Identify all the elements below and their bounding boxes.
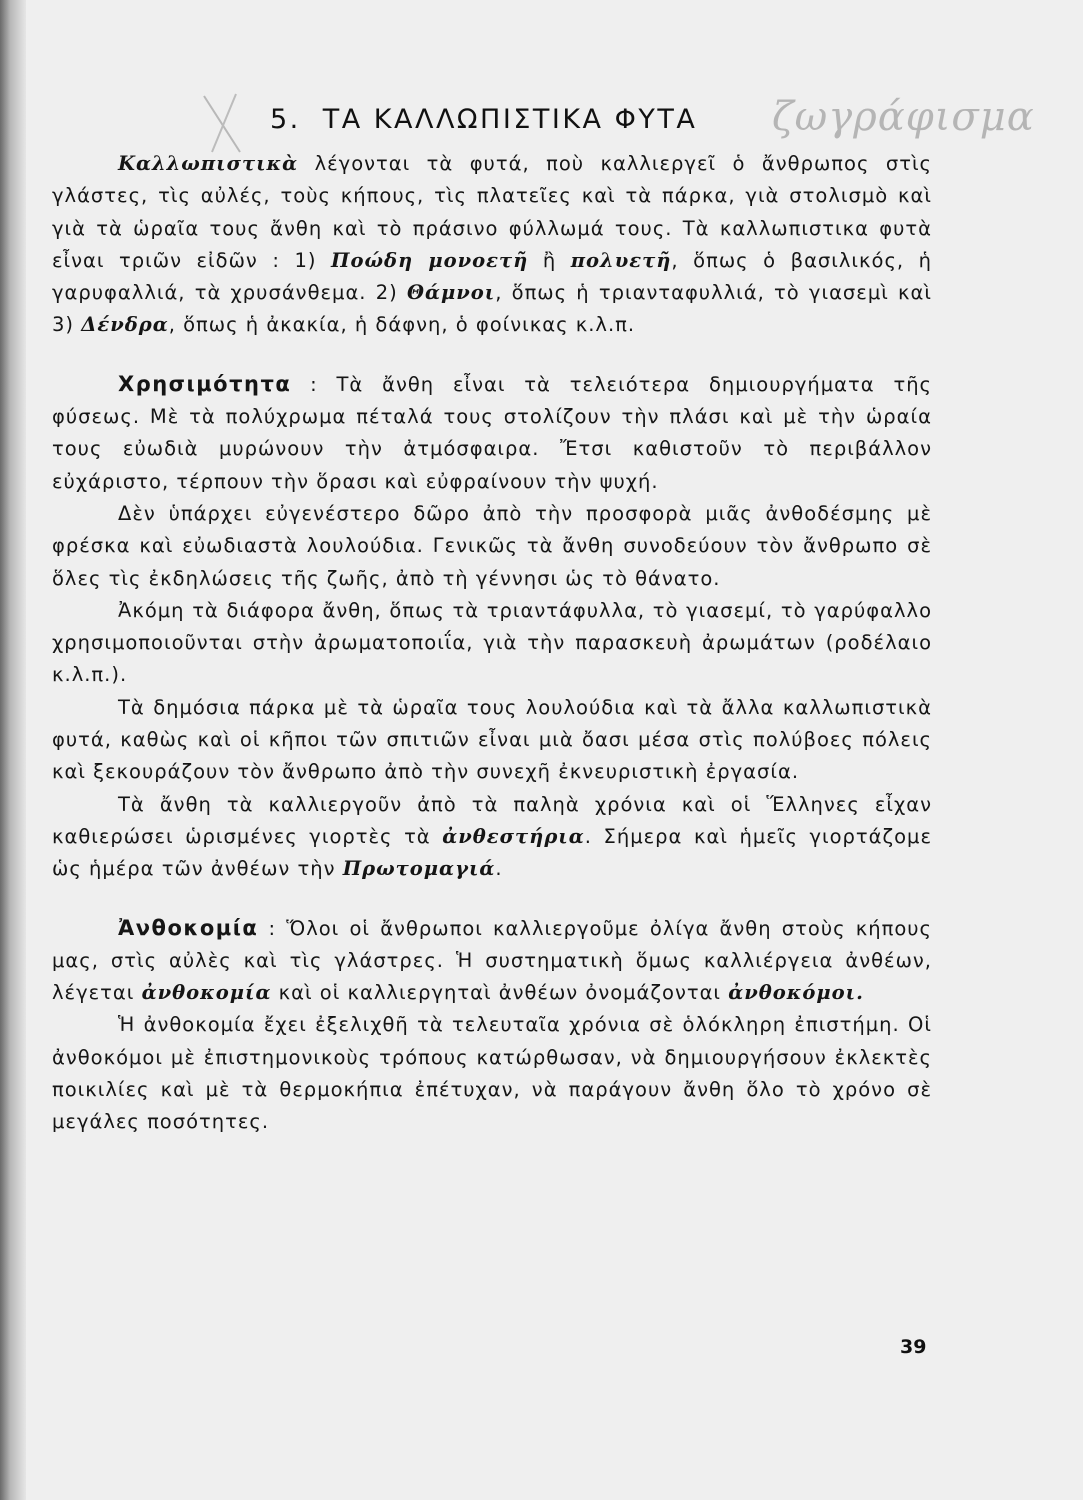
floriculture-paragraph-2: Ἡ ἀνθοκομία ἔχει ἐξελιχθῆ τὰ τελευταῖα χρόνια σὲ ὁλόκληρη ἐπιστήμη. Οἱ ἀνθοκόμοι μὲ ἐπιστημονικοὺς τρόπους κατώρθωσαν, νὰ δημιουργήσουν ἐκλεκτὲς ποικιλίες καὶ μὲ τὰ θερμοκήπια ἐπέτυχαν, νὰ παράγουν ἄνθη ὅλο τὸ χρόνο σὲ μεγάλες ποσότητες.: [52, 1013, 932, 1134]
plant-type-1b: πολυετῆ: [570, 248, 672, 272]
floriculture-heading: Ἀνθοκομία: [118, 915, 259, 940]
page-number: 39: [900, 1336, 927, 1358]
plant-type-3: Δένδρα: [81, 313, 169, 337]
protomagia-term: Πρωτομαγιά: [342, 857, 496, 881]
plant-type-1: Ποώδη μονοετῆ: [331, 248, 529, 272]
intro-paragraph: Καλλωπιστικὰ λέγονται τὰ φυτά, ποὺ καλλιεργεῖ ὁ ἄνθρωπος στὶς γλάστες, τὶς αὐλές, τοὺς κήπους, τὶς πλατεῖες καὶ τὰ πάρκα, γιὰ στολισμὸ καὶ γιὰ τὰ ὡραῖα τους ἄνθη καὶ τὸ πράσινο φύλλωμά τους. Τὰ καλλωπιστικα φυτὰ εἶναι τριῶν εἰδῶν : 1) Ποώδη μονοετῆ ἢ πολυετῆ, ὅπως ὁ βασιλικός, ἡ γαρυφαλλιά, τὰ χρυσάνθεμα. 2) Θάμνοι, ὅπως ἡ τριανταφυλλιά, τὸ γιασεμὶ καὶ 3) Δένδρα, ὅπως ἡ ἀκακία, ἡ δάφνη, ὁ φοίνικας κ.λ.π.: [52, 152, 932, 337]
floriculture-term: ἀνθοκομία: [141, 981, 272, 1005]
usefulness-paragraph-4: Τὰ δημόσια πάρκα μὲ τὰ ὡραῖα τους λουλούδια καὶ τὰ ἄλλα καλλωπιστικὰ φυτά, καθὼς καὶ οἱ κῆποι τῶν σπιτιῶν εἶναι μιὰ ὄασι μέσα στὶς πολύβοες πόλεις καὶ ξεκουράζουν τὸν ἄνθρωπο ἀπὸ τὴν συνεχῆ ἐκνευριστικὴ ἐργασία.: [52, 695, 932, 784]
page-body: [52, 148, 932, 1139]
plant-type-2: Θάμνοι: [406, 281, 496, 305]
floriculture-paragraph: Ἀνθοκομία : Ὅλοι οἱ ἄνθρωποι καλλιεργοῦμε ὀλίγα ἄνθη στοὺς κήπους μας, στὶς αὐλὲς καὶ τὶς γλάστρες. Ἡ συστηματικὴ ὅμως καλλιέργεια ἀνθέων, λέγεται ἀνθοκομία καὶ οἱ καλλιεργηταὶ ἀνθέων ὀνομάζονται ἀνθοκόμοι.: [52, 915, 932, 1005]
usefulness-paragraph-2: Δὲν ὑπάρχει εὐγενέστερο δῶρο ἀπὸ τὴν προσφορὰ μιᾶς ἀνθοδέσμης μὲ φρέσκα καὶ εὐωδιαστὰ λουλούδια. Γενικῶς τὰ ἄνθη συνοδεύουν τὸν ἄνθρωπο σὲ ὅλες τὶς ἐκδηλώσεις τῆς ζωῆς, ἀπὸ τὴ γέννησι ὡς τὸ θάνατο.: [52, 501, 932, 590]
pencil-mark-x: [198, 92, 248, 156]
usefulness-heading: Χρησιμότητα: [118, 371, 292, 396]
anthesteria-term: ἀνθεστήρια: [442, 824, 585, 848]
usefulness-paragraph: Χρησιμότητα : Τὰ ἄνθη εἶναι τὰ τελειότερα δημιουργήματα τῆς φύσεως. Μὲ τὰ πολύχρωμα πέταλά τους στολίζουν τὴν πλάσι καὶ μὲ τὴν ὡραία τους εὐωδιὰ μυρώνουν τὴν ἀτμόσφαιρα. Ἔτσι καθιστοῦν τὸ περιβάλλον εὐχάριστο, τέρπουν τὴν ὅρασι καὶ εὐφραίνουν τὴν ψυχή.: [52, 371, 932, 493]
chapter-title-text: ΤΑ ΚΑΛΛΩΠΙΣΤΙΚΑ ΦΥΤΑ: [322, 104, 698, 135]
chapter-number: 5.: [270, 104, 301, 135]
usefulness-paragraph-3: Ἀκόμη τὰ διάφορα ἄνθη, ὅπως τὰ τριαντάφυλλα, τὸ γιασεμί, τὸ γαρύφαλλο χρησιμοποιοῦνται στὴν ἀρωματοποιΐα, γιὰ τὴν παρασκευὴ ἀρωμάτων (ροδέλαιο κ.λ.π.).: [52, 598, 932, 687]
page-gutter-shadow: [0, 0, 26, 1500]
intro-term: Καλλωπιστικὰ: [118, 152, 299, 175]
floriculturists-term: ἀνθοκόμοι.: [728, 981, 864, 1005]
handwritten-note: ζωγράφισμα: [772, 94, 1035, 140]
usefulness-paragraph-5: Τὰ ἄνθη τὰ καλλιεργοῦν ἀπὸ τὰ παληὰ χρόνια καὶ οἱ Ἕλληνες εἶχαν καθιερώσει ὡρισμένες γιορτὲς τὰ ἀνθεστήρια. Σήμερα καὶ ἡμεῖς γιορτάζομε ὡς ἡμέρα τῶν ἀνθέων τὴν Πρωτομαγιά.: [52, 792, 933, 881]
chapter-title: [270, 104, 697, 135]
